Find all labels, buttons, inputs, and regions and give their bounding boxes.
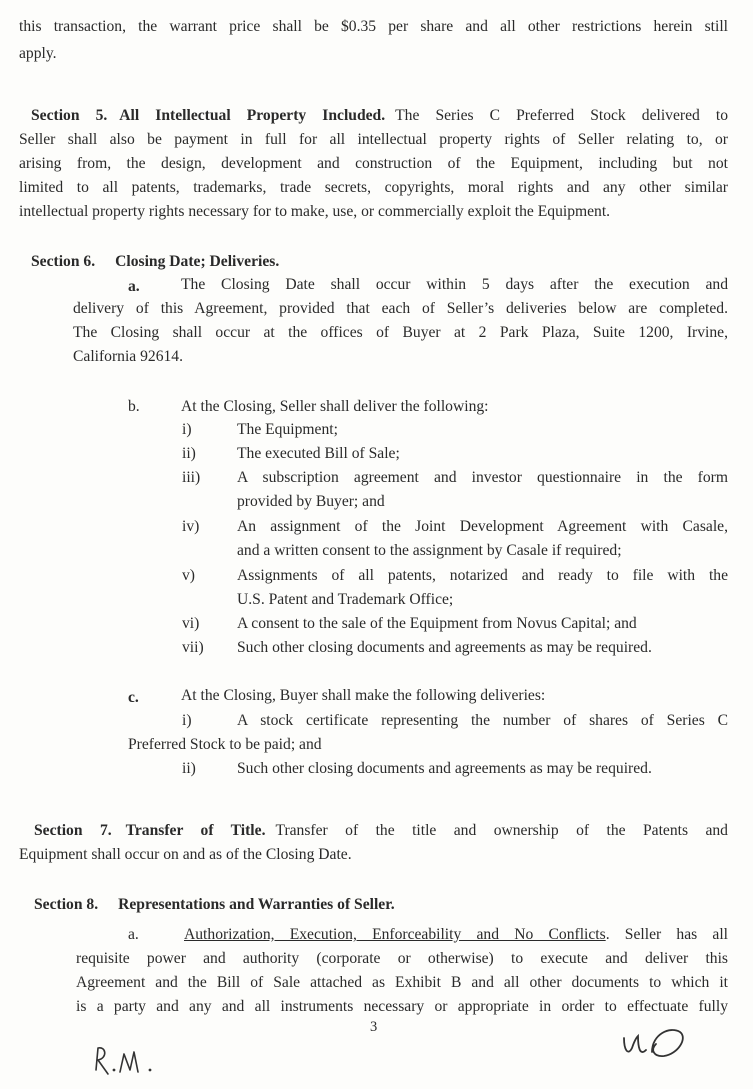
- item-number: vii): [182, 639, 204, 656]
- page-number: 3: [370, 1019, 378, 1035]
- section-8a-line-2: requisite power and authority (corporate or otherwise) to execute and deliver this: [76, 950, 728, 967]
- item-number: iii): [182, 469, 201, 486]
- section-6a-line-1: The Closing Date shall occur within 5 days after the execution and: [181, 276, 728, 293]
- list-item: A consent to the sale of the Equipment from Novus Capital; and: [237, 615, 637, 632]
- section-6-heading: [31, 252, 279, 272]
- section-6a-line-2: delivery of this Agreement, provided that each of Seller’s deliveries below are completed.: [73, 300, 728, 317]
- section-6a-letter: a.: [128, 278, 140, 295]
- section-5-line-4: limited to all patents, trademarks, trade secrets, copyrights, moral rights and any other similar: [19, 179, 728, 196]
- item-number: iv): [182, 518, 200, 535]
- section-5-line-2: Seller shall also be payment in full for all intellectual property rights of Seller relating to, or: [19, 131, 728, 148]
- section-5-line-5: intellectual property rights necessary for to make, use, or commercially exploit the Equipment.: [19, 203, 611, 220]
- list-item: The executed Bill of Sale;: [237, 445, 400, 462]
- list-item-continued: provided by Buyer; and: [237, 493, 385, 510]
- section-8-label: Section 8.: [34, 896, 99, 913]
- section-8a-text-1: . Seller has all: [605, 926, 728, 943]
- initials-left-signature: [92, 1040, 172, 1080]
- section-8-heading: [34, 895, 395, 915]
- list-item-continued: and a written consent to the assignment by Casale if required;: [237, 542, 622, 559]
- section-8a-line-1: [184, 925, 728, 945]
- list-item: Assignments of all patents, notarized and ready to file with the: [237, 567, 728, 584]
- section-7-text-1: Transfer of the title and ownership of the Patents and: [275, 822, 728, 839]
- list-item: Such other closing documents and agreements as may be required.: [237, 760, 652, 777]
- section-5-text-1: The Series C Preferred Stock delivered to: [395, 107, 729, 124]
- list-item: An assignment of the Joint Development Agreement with Casale,: [237, 518, 728, 535]
- section-5-title: All Intellectual Property Included.: [119, 107, 386, 124]
- section-8a-line-4: is a party and any and all instruments necessary or appropriate in order to effectuate fully: [76, 998, 728, 1015]
- section-7-line-1: [34, 821, 728, 841]
- list-item: A subscription agreement and investor questionnaire in the form: [237, 469, 728, 486]
- item-number: v): [182, 567, 195, 584]
- list-item: The Equipment;: [237, 421, 338, 438]
- list-item-continued: Preferred Stock to be paid; and: [128, 736, 322, 753]
- list-item: A stock certificate representing the number of shares of Series C: [237, 712, 728, 729]
- section-6b-letter: b.: [128, 398, 140, 415]
- initials-right-signature: [618, 1020, 698, 1068]
- item-number: i): [182, 421, 192, 438]
- section-6a-line-4: California 92614.: [73, 348, 184, 365]
- section-6b-intro: At the Closing, Seller shall deliver the following:: [181, 398, 489, 415]
- section-8a-heading: Authorization, Execution, Enforceability and No Conflicts: [184, 926, 606, 943]
- section-6-title: Closing Date; Deliveries.: [115, 253, 280, 270]
- item-number: i): [182, 712, 192, 729]
- section-5-line-1: [31, 106, 728, 126]
- item-number: vi): [182, 615, 200, 632]
- intro-line-1: this transaction, the warrant price shall be $0.35 per share and all other restrictions herein still: [19, 18, 728, 35]
- section-6-label: Section 6.: [31, 253, 96, 270]
- list-item-continued: U.S. Patent and Trademark Office;: [237, 591, 454, 608]
- item-number: ii): [182, 760, 196, 777]
- list-item: Such other closing documents and agreements as may be required.: [237, 639, 652, 656]
- section-7-label: Section 7.: [34, 822, 112, 839]
- item-number: ii): [182, 445, 196, 462]
- section-8a-line-3: Agreement and the Bill of Sale attached as Exhibit B and all other documents to which it: [76, 974, 728, 991]
- section-8a-letter: a.: [128, 926, 139, 943]
- section-6c-letter: c.: [128, 689, 139, 706]
- section-6c-intro: At the Closing, Buyer shall make the following deliveries:: [181, 687, 546, 704]
- section-5-line-3: arising from, the design, development and construction of the Equipment, including but not: [19, 155, 728, 172]
- section-8-title: Representations and Warranties of Seller.: [118, 896, 395, 913]
- section-7-line-2: Equipment shall occur on and as of the Closing Date.: [19, 846, 352, 863]
- intro-line-2: apply.: [19, 45, 57, 62]
- section-6a-line-3: The Closing shall occur at the offices of Buyer at 2 Park Plaza, Suite 1200, Irvine,: [73, 324, 728, 341]
- section-7-title: Transfer of Title.: [125, 822, 266, 839]
- section-5-label: Section 5.: [31, 107, 108, 124]
